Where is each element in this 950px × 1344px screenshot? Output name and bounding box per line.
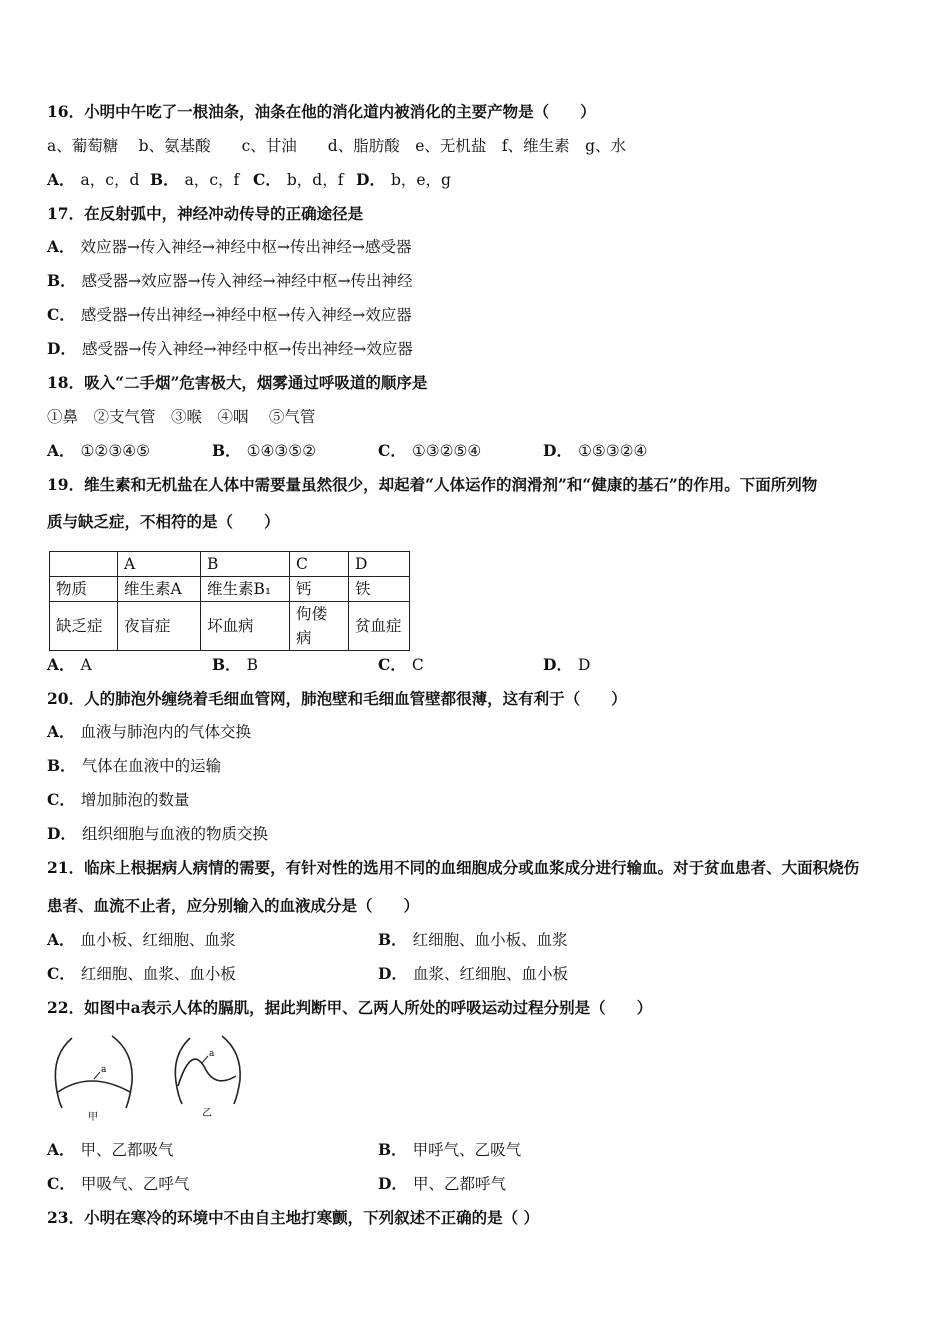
option-text: ①②③④⑤ [80,442,151,460]
option-text: 气体在血液中的运输 [81,757,222,775]
q17-option-b[interactable] [47,271,413,291]
table-row [50,602,410,651]
q19-option-d[interactable] [543,655,590,675]
q22-option-d[interactable] [378,1174,506,1194]
table-cell: 物质 [50,577,118,602]
diaphragm-pointer-line [202,1056,208,1063]
option-text: 甲、乙都呼气 [412,1175,506,1193]
q19-option-b[interactable] [212,655,258,675]
ribcage-right-line [222,1036,240,1104]
q19-option-c[interactable] [378,655,424,675]
ribcage-left-line [175,1038,190,1104]
figure-yi-diaphragm [170,1030,250,1125]
option-letter: A． [47,441,75,460]
q22-option-b[interactable] [378,1140,521,1160]
option-letter: D． [378,1174,407,1193]
option-letter: C． [47,790,75,809]
q19-option-a[interactable] [47,655,92,675]
option-letter: A． [47,722,75,741]
q20-option-c[interactable] [47,790,189,810]
option-letter: A． [47,1140,75,1159]
q21-option-b[interactable] [378,930,568,950]
option-letter: D． [378,964,407,983]
table-cell: 维生素A [118,577,201,602]
label-a: a [209,1049,215,1059]
option-text: b，d，f [286,171,344,189]
table-cell: D [349,552,410,577]
q22-option-a[interactable] [47,1140,174,1160]
option-letter: A． [47,237,75,256]
q18-option-a[interactable] [47,441,150,461]
option-text: a，c，d [80,171,140,189]
option-text: b，e，g [390,171,451,189]
q21-option-d[interactable] [378,964,568,984]
q21-stem-line1: 21．临床上根据病人病情的需要，有针对性的选用不同的血细胞成分或血浆成分进行输血。对于贫血患者、大面积烧伤 [47,858,860,877]
table-cell: 铁 [349,577,410,602]
option-text: 感受器→效应器→传入神经→神经中枢→传出神经 [81,272,413,290]
table-row [50,577,410,602]
q23-stem: 23．小明在寒冷的环境中不由自主地打寒颤，下列叙述不正确的是（ ） [47,1208,539,1227]
option-letter: D． [47,339,76,358]
option-letter: A． [47,170,75,189]
option-letter: B． [378,930,407,949]
q16-option-d[interactable] [356,170,451,190]
option-text: ①③②⑤④ [411,442,482,460]
option-letter: A． [47,655,75,674]
option-text: ①⑤③②④ [577,442,648,460]
ribcage-left-line [55,1038,72,1108]
option-letter: A． [47,930,75,949]
table-cell: 缺乏症 [50,602,118,651]
table-cell: 夜盲症 [118,602,201,651]
option-text: 感受器→传入神经→神经中枢→传出神经→效应器 [81,340,413,358]
option-letter: D． [47,824,76,843]
ribcage-right-line [112,1036,132,1108]
option-text: 甲、乙都吸气 [80,1141,174,1159]
option-text: 效应器→传入神经→神经中枢→传出神经→感受器 [80,238,412,256]
q16-option-c[interactable] [253,170,343,190]
q16-items: a、葡萄糖 b、氨基酸 c、甘油 d、脂肪酸 e、无机盐 f、维生素 g、水 [47,137,627,155]
table-cell: 佝偻病 [290,602,349,651]
option-text: 血小板、红细胞、血浆 [80,931,236,949]
option-letter: B． [212,441,241,460]
option-text: 红细胞、血浆、血小板 [80,965,236,983]
q18-items: ①鼻 ②支气管 ③喉 ④咽 ⑤气管 [47,408,316,426]
q18-option-c[interactable] [378,441,481,461]
option-text: 红细胞、血小板、血浆 [412,931,568,949]
table-cell: B [201,552,290,577]
option-text: A [80,656,92,674]
q21-option-c[interactable] [47,964,236,984]
table-cell: 坏血病 [201,602,290,651]
option-letter: B． [378,1140,407,1159]
option-letter: B． [47,271,76,290]
option-text: 增加肺泡的数量 [80,791,190,809]
option-letter: D． [543,441,572,460]
q19-stem-line1: 19．维生素和无机盐在人体中需要量虽然很少，却起着“人体运作的润滑剂”和“健康的基石”的作用。下面所列物 [47,475,818,494]
option-letter: C． [47,305,75,324]
label-jia: 甲 [88,1112,98,1123]
diaphragm-curve [178,1059,236,1086]
q19-table [49,551,410,651]
table-cell: 钙 [290,577,349,602]
option-letter: D． [356,170,385,189]
option-text: D [577,656,591,674]
q16-option-a[interactable] [47,170,139,190]
q18-option-d[interactable] [543,441,647,461]
option-letter: B． [150,170,179,189]
table-cell: A [118,552,201,577]
q22-stem: 22．如图中a表示人体的膈肌，据此判断甲、乙两人所处的呼吸运动过程分别是（ ） [47,998,653,1017]
option-letter: C． [378,655,406,674]
diaphragm-curve [58,1081,130,1092]
option-text: 血液与肺泡内的气体交换 [80,723,252,741]
option-letter: C． [378,441,406,460]
option-text: 组织细胞与血液的物质交换 [81,825,268,843]
option-letter: D． [543,655,572,674]
option-letter: B． [47,756,76,775]
option-text: a，c，f [184,171,240,189]
option-letter: C． [47,964,75,983]
option-text: B [246,656,258,674]
table-cell: C [290,552,349,577]
label-a: a [101,1065,107,1075]
table-cell [50,552,118,577]
label-yi: 乙 [202,1108,212,1119]
table-cell: 维生素B₁ [201,577,290,602]
q17-stem: 17．在反射弧中，神经冲动传导的正确途径是 [47,204,364,223]
option-letter: C． [253,170,281,189]
q21-option-a[interactable] [47,930,236,950]
q18-option-b[interactable] [212,441,316,461]
diaphragm-pointer-line [94,1072,100,1079]
option-text: 感受器→传出神经→神经中枢→传入神经→效应器 [80,306,412,324]
table-cell: 贫血症 [349,602,410,651]
option-text: 甲呼气、乙吸气 [412,1141,522,1159]
option-text: 血浆、红细胞、血小板 [412,965,568,983]
table-header-row [50,552,410,577]
q16-option-b[interactable] [150,170,239,190]
q17-option-a[interactable] [47,237,411,257]
option-letter: B． [212,655,241,674]
option-text: ①④③⑤② [246,442,317,460]
figure-jia-diaphragm [50,1030,140,1125]
q22-option-c[interactable] [47,1174,189,1194]
q20-option-d[interactable] [47,824,268,844]
q18-stem: 18．吸入“二手烟”危害极大，烟雾通过呼吸道的顺序是 [47,373,428,392]
q20-option-b[interactable] [47,756,221,776]
q17-option-c[interactable] [47,305,412,325]
q20-stem: 20．人的肺泡外缠绕着毛细血管网，肺泡壁和毛细血管壁都很薄，这有利于（ ） [47,689,627,708]
q21-stem-line2: 患者、血流不止者，应分别输入的血液成分是（ ） [47,896,420,915]
q16-stem: 16．小明中午吃了一根油条，油条在他的消化道内被消化的主要产物是（ ） [47,102,596,121]
option-text: 甲吸气、乙呼气 [80,1175,190,1193]
option-letter: C． [47,1174,75,1193]
q20-option-a[interactable] [47,722,251,742]
q17-option-d[interactable] [47,339,413,359]
option-text: C [411,656,424,674]
q19-stem-line2: 质与缺乏症，不相符的是（ ） [47,512,280,531]
